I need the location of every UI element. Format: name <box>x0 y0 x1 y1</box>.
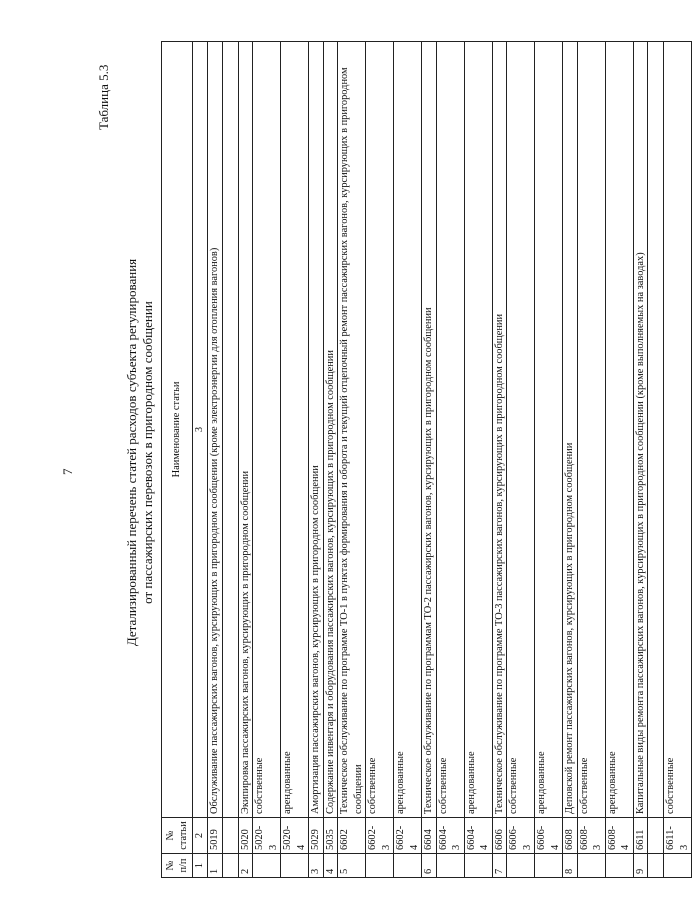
row-article-name: Деповской ремонт пассажирских вагонов, курсирующих в пригородном сообщении <box>563 42 578 818</box>
row-article-number: 6611 <box>633 818 648 854</box>
row-item-number <box>253 854 281 878</box>
row-article-number: 5029 <box>309 818 324 854</box>
header-article-number: № статьи <box>162 818 193 854</box>
row-article-name: Экипировка пассажирских вагонов, курсирующих в пригородном сообщении <box>238 42 253 818</box>
table-row <box>436 42 464 878</box>
row-article-name: собственные <box>253 42 281 818</box>
table-row <box>208 42 223 878</box>
row-item-number <box>605 854 633 878</box>
table-row <box>394 42 422 878</box>
row-article-name: Капитальные виды ремонта пассажирских вагонов, курсирующих в пригородном сообщении (кроме выполняемых на заводах) <box>633 42 648 818</box>
row-article-number: 5035 <box>323 818 338 854</box>
table-row <box>605 42 633 878</box>
row-item-number: 4 <box>323 854 338 878</box>
page-number: 7 <box>60 468 75 475</box>
row-article-number: 6602 <box>338 818 366 854</box>
row-article-name: Амортизация пассажирских вагонов, курсирующих в пригородном сообщении <box>309 42 324 818</box>
row-article-number: 6608-3 <box>577 818 605 854</box>
row-article-name: Техническое обслуживание по программе ТО-3 пассажирских вагонов, курсирующих в пригородном сообщении <box>492 42 507 818</box>
row-article-name: арендованные <box>464 42 492 818</box>
row-article-number: 5020-4 <box>281 818 309 854</box>
table-row <box>253 42 281 878</box>
row-article-name: Обслуживание пассажирских вагонов, курсирующих в пригородном сообщении (кроме электроэнергии для отопления вагонов) <box>208 42 223 818</box>
row-article-name: Техническое обслуживание по программе ТО-1 в пунктах формирования и оборота и текущий отцепочный ремонт пассажирских вагонов, курсирующих в пригородном сообщении <box>338 42 366 818</box>
row-article-number <box>648 818 664 854</box>
table-row <box>464 42 492 878</box>
row-item-number <box>281 854 309 878</box>
table-row <box>238 42 253 878</box>
row-article-name: арендованные <box>605 42 633 818</box>
table-row <box>323 42 338 878</box>
table-row <box>563 42 578 878</box>
row-item-number: 6 <box>422 854 437 878</box>
table-row <box>281 42 309 878</box>
table-label: Таблица 5.3 <box>96 64 111 130</box>
table-column-numbers-row <box>193 42 208 878</box>
column-number-1: 1 <box>193 854 208 878</box>
table-row <box>507 42 535 878</box>
row-item-number: 8 <box>563 854 578 878</box>
row-article-name: собственные <box>436 42 464 818</box>
table-row <box>535 42 563 878</box>
row-article-name: собственные <box>577 42 605 818</box>
table-row <box>577 42 605 878</box>
row-item-number <box>648 854 664 878</box>
document-title-line-1: Детализированный перечень статей расходов субъекта регулирования <box>124 258 139 647</box>
row-article-name: Содержание инвентаря и оборудования пассажирских вагонов, курсирующих в пригородном сообщении <box>323 42 338 818</box>
row-item-number: 9 <box>633 854 648 878</box>
row-item-number <box>222 854 238 878</box>
table-body <box>208 42 692 878</box>
row-item-number <box>577 854 605 878</box>
row-item-number <box>507 854 535 878</box>
row-article-name: арендованные <box>394 42 422 818</box>
row-item-number: 7 <box>492 854 507 878</box>
row-item-number <box>535 854 563 878</box>
table-header-row <box>162 42 193 878</box>
header-item-number: № п/п <box>162 854 193 878</box>
row-item-number <box>394 854 422 878</box>
row-item-number <box>436 854 464 878</box>
table-row <box>664 42 692 878</box>
row-article-number: 5020 <box>238 818 253 854</box>
row-article-number: 6608-4 <box>605 818 633 854</box>
document-title-line-2: от пассажирских перевозок в пригородном сообщении <box>140 301 155 604</box>
table-row <box>338 42 366 878</box>
row-article-number: 5020-3 <box>253 818 281 854</box>
row-article-name: собственные <box>366 42 394 818</box>
table-row <box>422 42 437 878</box>
row-article-number: 5019 <box>208 818 223 854</box>
row-article-name: Техническое обслуживание по программам ТО-2 пассажирских вагонов, курсирующих в пригородном сообщении <box>422 42 437 818</box>
row-item-number <box>664 854 692 878</box>
column-number-3: 3 <box>193 42 208 818</box>
row-item-number: 5 <box>338 854 366 878</box>
row-article-number: 6604-4 <box>464 818 492 854</box>
table-row <box>309 42 324 878</box>
row-article-number: 6602-3 <box>366 818 394 854</box>
table-row <box>633 42 648 878</box>
row-article-number: 6606 <box>492 818 507 854</box>
column-number-2: 2 <box>193 818 208 854</box>
row-article-name: арендованные <box>535 42 563 818</box>
row-article-number <box>222 818 238 854</box>
row-article-number: 6602-4 <box>394 818 422 854</box>
row-article-name <box>222 42 238 818</box>
row-item-number <box>366 854 394 878</box>
table-row <box>366 42 394 878</box>
row-item-number: 3 <box>309 854 324 878</box>
row-item-number: 1 <box>208 854 223 878</box>
table-row <box>492 42 507 878</box>
row-article-number: 6606-3 <box>507 818 535 854</box>
row-article-number: 6606-4 <box>535 818 563 854</box>
row-article-name: собственные <box>507 42 535 818</box>
row-item-number: 2 <box>238 854 253 878</box>
row-article-number: 6604-3 <box>436 818 464 854</box>
row-article-number: 6604 <box>422 818 437 854</box>
expense-items-table <box>161 41 692 878</box>
row-article-number: 6608 <box>563 818 578 854</box>
table-row <box>222 42 238 878</box>
row-item-number <box>464 854 492 878</box>
row-article-number: 6611-3 <box>664 818 692 854</box>
row-article-name <box>648 42 664 818</box>
table-row <box>648 42 664 878</box>
row-article-name: арендованные <box>281 42 309 818</box>
header-article-name: Наименование статьи <box>162 42 193 818</box>
row-article-name: собственные <box>664 42 692 818</box>
